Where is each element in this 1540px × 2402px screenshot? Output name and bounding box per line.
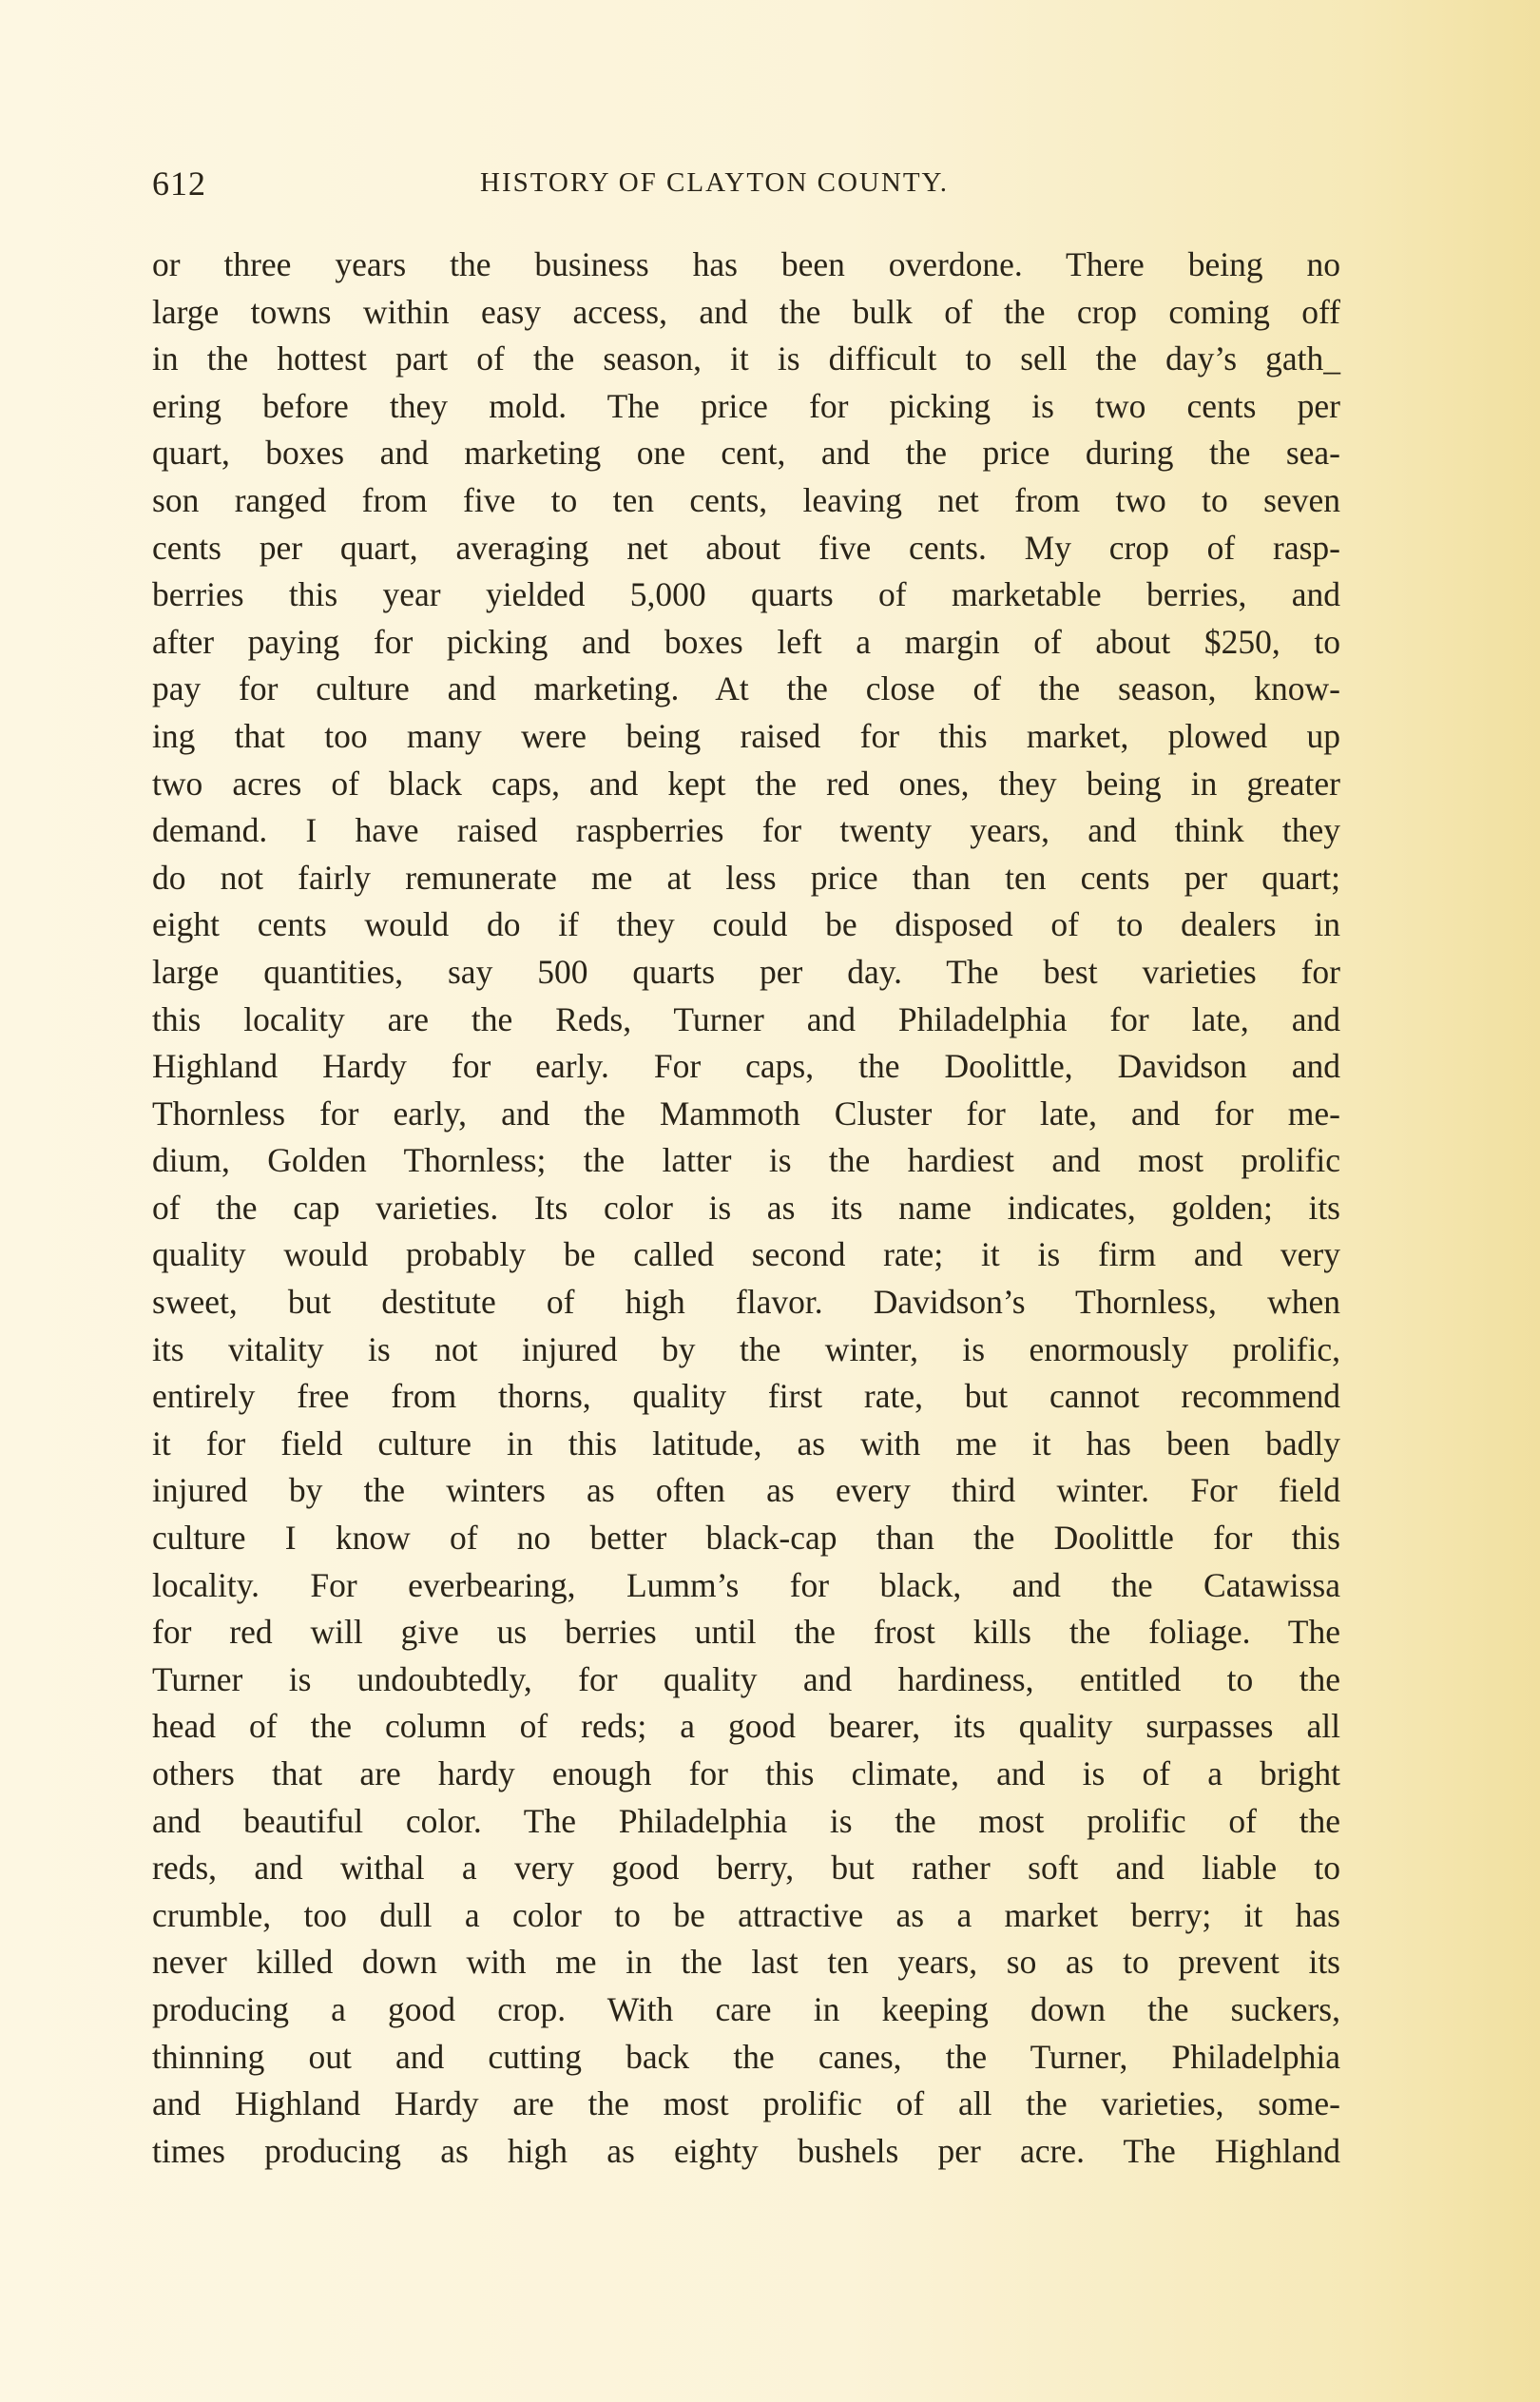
text-line: dium, Golden Thornless; the latter is the hardiest and most prolific xyxy=(152,1141,1340,1180)
text-line: large quantities, say 500 quarts per day. The best varieties for xyxy=(152,952,1340,991)
text-line: times producing as high as eighty bushels per acre. The Highland xyxy=(152,2131,1340,2170)
text-line: of the cap varieties. Its color is as its name indicates, golden; its xyxy=(152,1188,1340,1227)
text-line: berries this year yielded 5,000 quarts of marketable berries, and xyxy=(152,575,1340,614)
text-line: others that are hardy enough for this climate, and is of a bright xyxy=(152,1754,1340,1792)
text-line: thinning out and cutting back the canes, the Turner, Philadelphia xyxy=(152,2037,1340,2076)
text-line: for red will give us berries until the frost kills the foliage. The xyxy=(152,1613,1340,1652)
text-line: ing that too many were being raised for this market, plowed up xyxy=(152,716,1340,755)
body-text xyxy=(152,242,1340,2175)
text-line: in the hottest part of the season, it is difficult to sell the day’s gath_ xyxy=(152,339,1340,378)
text-line: after paying for picking and boxes left a margin of about $250, to xyxy=(152,622,1340,661)
text-line: head of the column of reds; a good bearer, its quality surpasses all xyxy=(152,1707,1340,1746)
text-line: son ranged from five to ten cents, leaving net from two to seven xyxy=(152,480,1340,519)
text-line: quality would probably be called second rate; it is firm and very xyxy=(152,1235,1340,1274)
text-line: Turner is undoubtedly, for quality and hardiness, entitled to the xyxy=(152,1659,1340,1698)
text-line: reds, and withal a very good berry, but rather soft and liable to xyxy=(152,1849,1340,1888)
text-line: sweet, but destitute of high flavor. Davidson’s Thornless, when xyxy=(152,1283,1340,1322)
running-head xyxy=(152,164,1340,211)
text-line: quart, boxes and marketing one cent, and the price during the sea- xyxy=(152,434,1340,473)
text-line: locality. For everbearing, Lumm’s for black, and the Catawissa xyxy=(152,1565,1340,1604)
text-line: never killed down with me in the last ten years, so as to prevent its xyxy=(152,1943,1340,1982)
text-line: it for field culture in this latitude, as with me it has been badly xyxy=(152,1424,1340,1463)
text-line: its vitality is not injured by the winter, is enormously prolific, xyxy=(152,1329,1340,1368)
text-line: two acres of black caps, and kept the red ones, they being in greater xyxy=(152,764,1340,803)
text-line: pay for culture and marketing. At the close of the season, know- xyxy=(152,669,1340,708)
page-number: 612 xyxy=(152,165,206,203)
text-line: Highland Hardy for early. For caps, the Doolittle, Davidson and xyxy=(152,1047,1340,1086)
text-line: entirely free from thorns, quality first rate, but cannot recommend xyxy=(152,1377,1340,1416)
text-line: injured by the winters as often as every third winter. For field xyxy=(152,1471,1340,1510)
text-line: and beautiful color. The Philadelphia is the most prolific of the xyxy=(152,1801,1340,1840)
text-line: Thornless for early, and the Mammoth Cluster for late, and for me- xyxy=(152,1094,1340,1133)
text-line: eight cents would do if they could be disposed of to dealers in xyxy=(152,905,1340,944)
text-line: culture I know of no better black-cap than the Doolittle for this xyxy=(152,1519,1340,1558)
text-line: demand. I have raised raspberries for twenty years, and think they xyxy=(152,811,1340,850)
text-line: crumble, too dull a color to be attractive as a market berry; it has xyxy=(152,1895,1340,1934)
text-line: or three years the business has been overdone. There being no xyxy=(152,245,1340,283)
text-line: this locality are the Reds, Turner and Philadelphia for late, and xyxy=(152,999,1340,1038)
text-line: large towns within easy access, and the bulk of the crop coming off xyxy=(152,292,1340,331)
text-line: and Highland Hardy are the most prolific of all the varieties, some- xyxy=(152,2084,1340,2123)
text-line: ering before they mold. The price for picking is two cents per xyxy=(152,386,1340,425)
text-line: cents per quart, averaging net about five cents. My crop of rasp- xyxy=(152,528,1340,567)
text-line: do not fairly remunerate me at less price than ten cents per quart; xyxy=(152,858,1340,897)
running-title: HISTORY OF CLAYTON COUNTY. xyxy=(480,167,949,198)
text-line: producing a good crop. With care in keeping down the suckers, xyxy=(152,1989,1340,2028)
